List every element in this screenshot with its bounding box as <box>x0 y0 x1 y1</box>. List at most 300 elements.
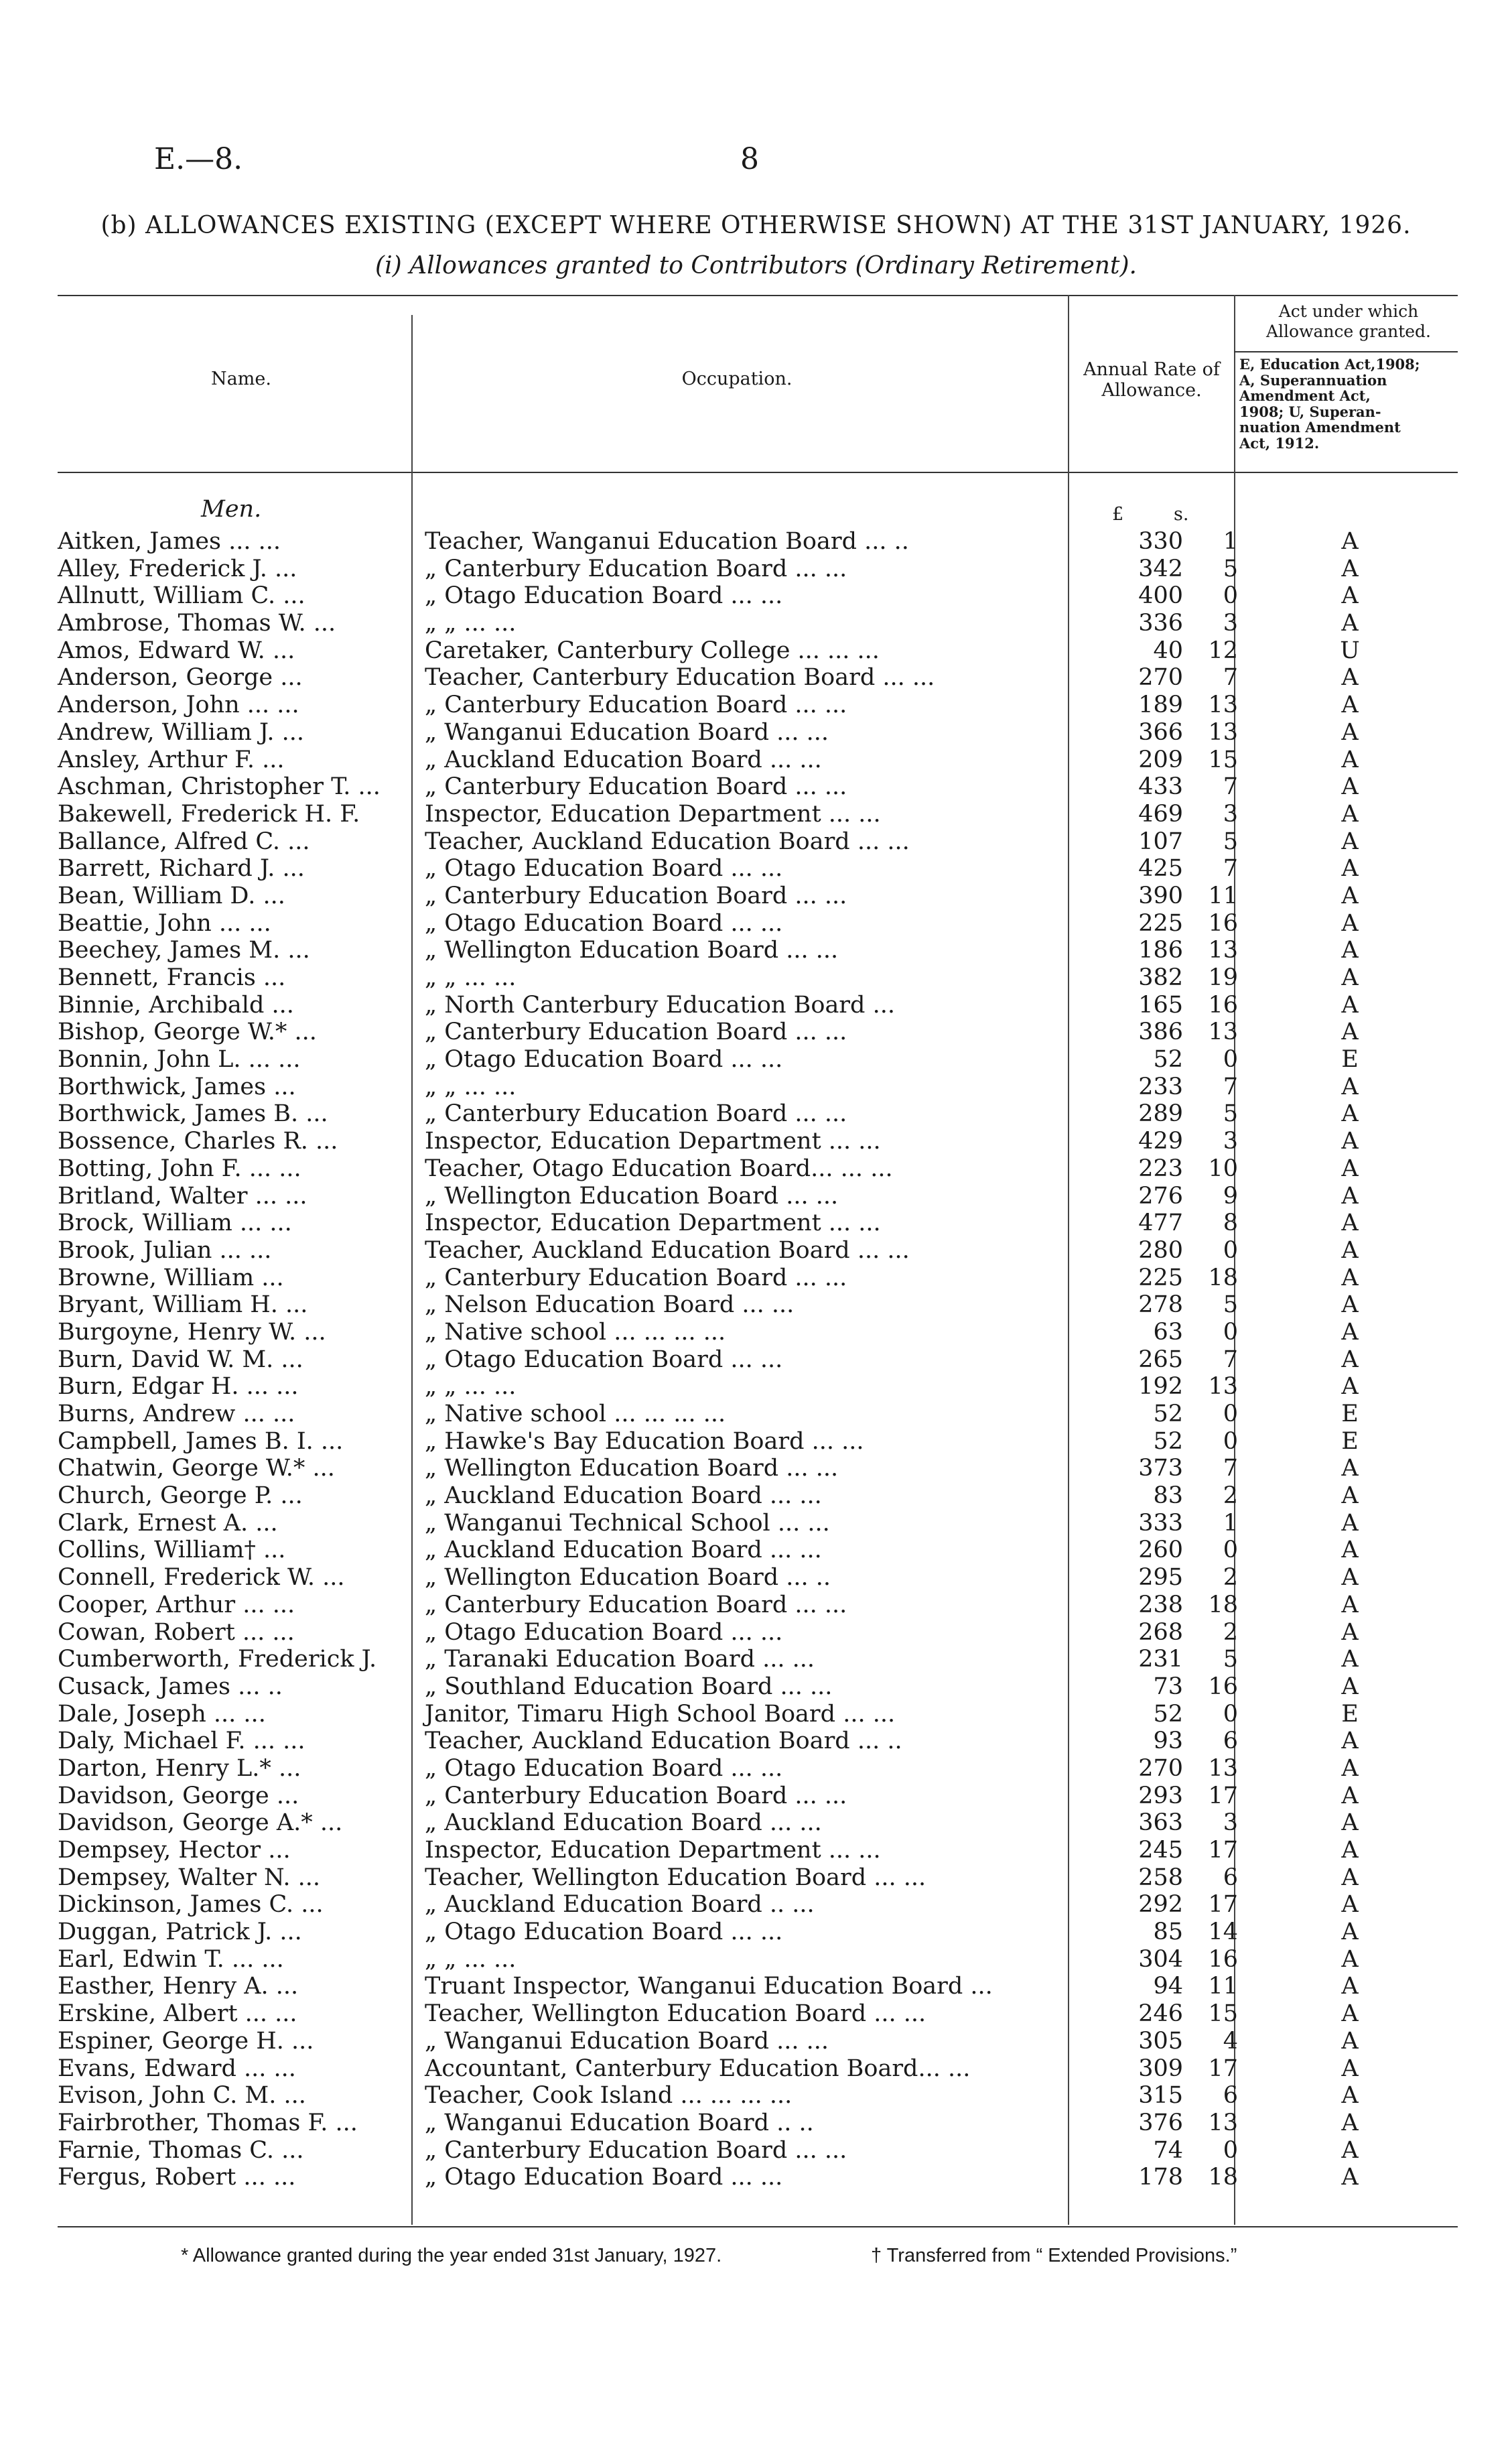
row-occupation: „ Canterbury Education Board ... ... <box>425 1019 847 1046</box>
row-pounds: 342 <box>1138 555 1183 582</box>
row-name: Fergus, Robert ... ... <box>58 2164 296 2191</box>
row-act: A <box>1341 964 1359 991</box>
act-key-1: E, Education Act,1908; <box>1239 356 1420 373</box>
row-pounds: 223 <box>1138 1155 1183 1182</box>
row-act: A <box>1341 1673 1359 1700</box>
allowance-table <box>58 528 1458 2191</box>
table-row <box>58 1755 1458 1783</box>
row-name: Campbell, James B. I. ... <box>58 1427 344 1455</box>
table-row <box>58 582 1458 610</box>
row-occupation: Teacher, Wellington Education Board ... ... <box>425 2000 926 2028</box>
row-name: Bennett, Francis ... <box>58 964 286 991</box>
row-occupation: „ Canterbury Education Board ... ... <box>425 692 847 719</box>
table-row <box>58 1210 1458 1237</box>
row-shillings: 3 <box>1223 610 1238 637</box>
row-act: A <box>1341 1591 1359 1618</box>
table-row <box>58 664 1458 692</box>
row-occupation: Teacher, Auckland Education Board ... .. <box>425 1728 902 1755</box>
row-shillings: 9 <box>1223 1182 1238 1210</box>
row-act: A <box>1341 1128 1359 1155</box>
row-act: A <box>1341 1754 1359 1782</box>
row-occupation: „ Otago Education Board ... ... <box>425 2164 783 2191</box>
row-pounds: 433 <box>1138 773 1183 801</box>
row-pounds: 107 <box>1138 828 1183 855</box>
row-occupation: „ „ ... ... <box>425 610 517 637</box>
row-act: A <box>1341 1564 1359 1592</box>
row-pounds: 52 <box>1153 1700 1183 1728</box>
row-name: Erskine, Albert ... ... <box>58 2000 297 2028</box>
row-occupation: „ „ ... ... <box>425 1373 517 1401</box>
page-number: 8 <box>740 142 759 176</box>
table-row <box>58 1510 1458 1537</box>
table-row <box>58 1728 1458 1755</box>
row-act: A <box>1341 2136 1359 2164</box>
row-name: Borthwick, James B. ... <box>58 1100 328 1128</box>
row-shillings: 1 <box>1223 1509 1238 1537</box>
row-name: Aschman, Christopher T. ... <box>58 773 381 801</box>
row-shillings: 13 <box>1208 2109 1238 2136</box>
row-pounds: 268 <box>1138 1618 1183 1646</box>
row-pounds: 225 <box>1138 909 1183 937</box>
row-occupation: Inspector, Education Department ... ... <box>425 800 881 828</box>
row-name: Cowan, Robert ... ... <box>58 1618 295 1646</box>
row-name: Cooper, Arthur ... ... <box>58 1591 295 1618</box>
act-header-line1: Act under which <box>1278 302 1419 321</box>
table-row <box>58 1482 1458 1510</box>
row-occupation: „ Canterbury Education Board ... ... <box>425 1264 847 1291</box>
header-top-rule <box>58 295 1458 296</box>
row-name: Anderson, George ... <box>58 664 303 692</box>
row-name: Barrett, Richard J. ... <box>58 855 305 883</box>
row-name: Burns, Andrew ... ... <box>58 1401 295 1427</box>
row-pounds: 74 <box>1153 2136 1183 2164</box>
row-name: Dempsey, Walter N. ... <box>58 1864 321 1891</box>
row-pounds: 238 <box>1138 1591 1183 1618</box>
table-row <box>58 1455 1458 1482</box>
row-name: Cumberworth, Frederick J. <box>58 1646 377 1673</box>
table-row <box>58 1809 1458 1837</box>
row-pounds: 231 <box>1138 1646 1183 1673</box>
table-row <box>58 1537 1458 1564</box>
row-act: A <box>1341 828 1359 855</box>
row-pounds: 209 <box>1138 746 1183 773</box>
row-shillings: 12 <box>1208 637 1238 664</box>
row-name: Dempsey, Hector ... <box>58 1837 291 1864</box>
row-occupation: „ Wanganui Technical School ... ... <box>425 1509 830 1537</box>
row-name: Dale, Joseph ... ... <box>58 1700 266 1728</box>
row-act: A <box>1341 1455 1359 1482</box>
row-occupation: „ Canterbury Education Board ... ... <box>425 555 847 582</box>
row-shillings: 10 <box>1208 1155 1238 1182</box>
table-row <box>58 2000 1458 2028</box>
column-header-rate <box>1069 359 1234 401</box>
table-row <box>58 1592 1458 1619</box>
table-row <box>58 719 1458 747</box>
row-pounds: 246 <box>1138 2000 1183 2028</box>
row-shillings: 7 <box>1223 1455 1238 1482</box>
row-pounds: 192 <box>1138 1373 1183 1401</box>
table-row <box>58 773 1458 801</box>
row-occupation: „ Native school ... ... ... ... <box>425 1318 726 1346</box>
row-act: A <box>1341 555 1359 582</box>
row-shillings: 13 <box>1208 1754 1238 1782</box>
row-name: Davidson, George A.* ... <box>58 1809 343 1837</box>
row-shillings: 17 <box>1208 1837 1238 1864</box>
row-act: A <box>1341 1618 1359 1646</box>
row-name: Earl, Edwin T. ... ... <box>58 1945 284 1973</box>
row-act: A <box>1341 991 1359 1019</box>
row-occupation: „ Taranaki Education Board ... ... <box>425 1646 815 1673</box>
table-row <box>58 1373 1458 1401</box>
table-row <box>58 1346 1458 1374</box>
row-occupation: „ Canterbury Education Board ... ... <box>425 2136 847 2164</box>
row-name: Browne, William ... <box>58 1264 284 1291</box>
row-name: Evison, John C. M. ... <box>58 2082 306 2110</box>
row-shillings: 18 <box>1208 1264 1238 1291</box>
row-shillings: 2 <box>1223 1618 1238 1646</box>
row-shillings: 17 <box>1208 1782 1238 1809</box>
row-occupation: „ Wellington Education Board ... .. <box>425 1564 831 1592</box>
row-act: A <box>1341 1646 1359 1673</box>
row-shillings: 4 <box>1223 2027 1238 2055</box>
row-pounds: 85 <box>1153 1919 1183 1946</box>
table-row <box>58 1673 1458 1701</box>
row-pounds: 309 <box>1138 2055 1183 2082</box>
row-act: A <box>1341 2055 1359 2082</box>
row-pounds: 400 <box>1138 582 1183 610</box>
act-key <box>1239 357 1460 451</box>
row-occupation: Janitor, Timaru High School Board ... ... <box>425 1700 896 1728</box>
row-pounds: 477 <box>1138 1210 1183 1237</box>
table-row <box>58 1183 1458 1210</box>
rate-header-line2: Allowance. <box>1101 380 1202 401</box>
table-row <box>58 1946 1458 1973</box>
table-row <box>58 1891 1458 1919</box>
row-occupation: Teacher, Cook Island ... ... ... ... <box>425 2082 793 2110</box>
row-pounds: 233 <box>1138 1073 1183 1100</box>
table-row <box>58 992 1458 1019</box>
row-occupation: Teacher, Auckland Education Board ... ... <box>425 1236 910 1264</box>
row-shillings: 2 <box>1223 1482 1238 1510</box>
table-row <box>58 2055 1458 2083</box>
act-key-5: nuation Amendment <box>1239 419 1401 436</box>
row-act: A <box>1341 718 1359 746</box>
row-name: Dickinson, James C. ... <box>58 1891 324 1919</box>
row-name: Anderson, John ... ... <box>58 692 299 719</box>
row-name: Aitken, James ... ... <box>58 528 281 555</box>
row-shillings: 16 <box>1208 1945 1238 1973</box>
table-row <box>58 1074 1458 1101</box>
table-row <box>58 1100 1458 1128</box>
row-occupation: „ Auckland Education Board ... ... <box>425 1537 822 1564</box>
row-shillings: 13 <box>1208 692 1238 719</box>
row-occupation: „ Otago Education Board ... ... <box>425 1919 783 1946</box>
row-name: Daly, Michael F. ... ... <box>58 1728 305 1755</box>
row-shillings: 16 <box>1208 991 1238 1019</box>
act-header-line2: Allowance granted. <box>1266 322 1431 341</box>
row-occupation: Teacher, Otago Education Board... ... ... <box>425 1155 893 1182</box>
row-pounds: 278 <box>1138 1291 1183 1319</box>
row-shillings: 8 <box>1223 1210 1238 1237</box>
row-occupation: „ Otago Education Board ... ... <box>425 1046 783 1074</box>
column-header-name: Name. <box>211 369 271 389</box>
table-row <box>58 1128 1458 1155</box>
row-name: Binnie, Archibald ... <box>58 991 294 1019</box>
table-row <box>58 1837 1458 1864</box>
table-row <box>58 1155 1458 1183</box>
row-shillings: 7 <box>1223 773 1238 801</box>
row-pounds: 333 <box>1138 1509 1183 1537</box>
row-act: A <box>1341 1264 1359 1291</box>
table-row <box>58 637 1458 665</box>
row-name: Burn, Edgar H. ... ... <box>58 1373 299 1401</box>
row-pounds: 63 <box>1153 1318 1183 1346</box>
row-occupation: „ „ ... ... <box>425 1073 517 1100</box>
row-occupation: „ Otago Education Board ... ... <box>425 582 783 610</box>
row-name: Fairbrother, Thomas F. ... <box>58 2109 358 2136</box>
row-pounds: 280 <box>1138 1236 1183 1264</box>
row-shillings: 0 <box>1223 2136 1238 2164</box>
row-occupation: Accountant, Canterbury Education Board... ... <box>425 2055 971 2082</box>
table-row <box>58 1864 1458 1892</box>
row-act: U <box>1340 637 1360 664</box>
row-occupation: Inspector, Education Department ... ... <box>425 1837 881 1864</box>
row-name: Ambrose, Thomas W. ... <box>58 610 336 637</box>
row-occupation: Teacher, Auckland Education Board ... ... <box>425 828 910 855</box>
row-shillings: 3 <box>1223 800 1238 828</box>
row-shillings: 7 <box>1223 664 1238 692</box>
row-name: Borthwick, James ... <box>58 1073 296 1100</box>
row-pounds: 276 <box>1138 1182 1183 1210</box>
row-shillings: 1 <box>1223 528 1238 555</box>
table-row <box>58 1046 1458 1074</box>
row-occupation: „ Nelson Education Board ... ... <box>425 1291 795 1319</box>
row-shillings: 13 <box>1208 1373 1238 1401</box>
table-row <box>58 1783 1458 1810</box>
row-shillings: 3 <box>1223 1128 1238 1155</box>
row-occupation: „ Canterbury Education Board ... ... <box>425 1782 847 1809</box>
row-name: Clark, Ernest A. ... <box>58 1509 278 1537</box>
row-occupation: Inspector, Education Department ... ... <box>425 1128 881 1155</box>
row-shillings: 16 <box>1208 1673 1238 1700</box>
row-pounds: 270 <box>1138 1754 1183 1782</box>
row-shillings: 7 <box>1223 1346 1238 1373</box>
row-occupation: „ Auckland Education Board ... ... <box>425 1482 822 1510</box>
row-act: A <box>1341 1782 1359 1809</box>
row-shillings: 6 <box>1223 1728 1238 1755</box>
table-row <box>58 1701 1458 1728</box>
row-occupation: Teacher, Wanganui Education Board ... .. <box>425 528 909 555</box>
row-shillings: 0 <box>1223 582 1238 610</box>
row-occupation: „ Otago Education Board ... ... <box>425 1346 783 1373</box>
footnote-dagger: † Transferred from “ Extended Provisions.” <box>871 2245 1237 2266</box>
table-row <box>58 2028 1458 2055</box>
row-name: Bishop, George W.* ... <box>58 1019 317 1046</box>
row-name: Burn, David W. M. ... <box>58 1346 303 1373</box>
row-act: E <box>1341 1427 1359 1455</box>
table-row <box>58 2137 1458 2164</box>
row-occupation: „ North Canterbury Education Board ... <box>425 991 895 1019</box>
row-pounds: 305 <box>1138 2027 1183 2055</box>
row-shillings: 11 <box>1208 882 1238 909</box>
row-act: A <box>1341 1210 1359 1237</box>
row-pounds: 189 <box>1138 692 1183 719</box>
row-act: A <box>1341 1809 1359 1837</box>
row-pounds: 245 <box>1138 1837 1183 1864</box>
row-shillings: 13 <box>1208 937 1238 964</box>
column-header-act <box>1238 302 1459 342</box>
table-row <box>58 1291 1458 1319</box>
row-pounds: 178 <box>1138 2164 1183 2191</box>
table-title: (b) ALLOWANCES EXISTING (EXCEPT WHERE OTHERWISE SHOWN) AT THE 31ST JANUARY, 1926. <box>100 212 1412 239</box>
row-shillings: 19 <box>1208 964 1238 991</box>
row-act: A <box>1341 1073 1359 1100</box>
row-pounds: 94 <box>1153 1973 1183 2000</box>
table-row <box>58 556 1458 583</box>
row-act: A <box>1341 1919 1359 1946</box>
row-shillings: 17 <box>1208 2055 1238 2082</box>
row-occupation: Truant Inspector, Wanganui Education Board ... <box>425 1973 993 2000</box>
row-pounds: 336 <box>1138 610 1183 637</box>
row-occupation: „ Wellington Education Board ... ... <box>425 1455 839 1482</box>
header-bottom-rule <box>58 472 1458 473</box>
row-name: Bossence, Charles R. ... <box>58 1128 338 1155</box>
row-name: Ansley, Arthur F. ... <box>58 746 285 773</box>
table-row <box>58 2082 1458 2110</box>
row-act: A <box>1341 664 1359 692</box>
row-pounds: 52 <box>1153 1427 1183 1455</box>
table-row <box>58 910 1458 937</box>
table-row <box>58 1319 1458 1346</box>
row-act: E <box>1341 1700 1359 1728</box>
row-shillings: 0 <box>1223 1700 1238 1728</box>
row-name: Alley, Frederick J. ... <box>58 555 297 582</box>
row-shillings: 5 <box>1223 1291 1238 1319</box>
rate-header-line1: Annual Rate of <box>1083 359 1220 380</box>
row-act: A <box>1341 882 1359 909</box>
row-act: A <box>1341 1236 1359 1264</box>
row-act: A <box>1341 1291 1359 1319</box>
row-occupation: „ Canterbury Education Board ... ... <box>425 1100 847 1128</box>
row-shillings: 0 <box>1223 1236 1238 1264</box>
row-pounds: 258 <box>1138 1864 1183 1891</box>
row-act: A <box>1341 1973 1359 2000</box>
table-row <box>58 1646 1458 1673</box>
row-shillings: 6 <box>1223 2082 1238 2110</box>
row-occupation: „ Auckland Education Board ... ... <box>425 1809 822 1837</box>
row-pounds: 373 <box>1138 1455 1183 1482</box>
row-act: A <box>1341 1318 1359 1346</box>
row-shillings: 6 <box>1223 1864 1238 1891</box>
row-occupation: „ Otago Education Board ... ... <box>425 909 783 937</box>
footer-rule <box>58 2226 1458 2227</box>
row-name: Allnutt, William C. ... <box>58 582 305 610</box>
row-name: Botting, John F. ... ... <box>58 1155 301 1182</box>
row-name: Burgoyne, Henry W. ... <box>58 1318 326 1346</box>
row-act: A <box>1341 2000 1359 2028</box>
row-pounds: 165 <box>1138 991 1183 1019</box>
row-occupation: „ Canterbury Education Board ... ... <box>425 882 847 909</box>
row-name: Farnie, Thomas C. ... <box>58 2136 304 2164</box>
row-shillings: 18 <box>1208 2164 1238 2191</box>
row-pounds: 289 <box>1138 1100 1183 1128</box>
row-pounds: 390 <box>1138 882 1183 909</box>
row-occupation: „ Wellington Education Board ... ... <box>425 1182 839 1210</box>
row-occupation: „ Canterbury Education Board ... ... <box>425 1591 847 1618</box>
row-pounds: 186 <box>1138 937 1183 964</box>
row-pounds: 73 <box>1153 1673 1183 1700</box>
row-pounds: 265 <box>1138 1346 1183 1373</box>
row-occupation: „ Wanganui Education Board .. .. <box>425 2109 814 2136</box>
row-act: A <box>1341 1100 1359 1128</box>
row-name: Davidson, George ... <box>58 1782 299 1809</box>
row-shillings: 0 <box>1223 1046 1238 1074</box>
row-name: Darton, Henry L.* ... <box>58 1754 301 1782</box>
row-pounds: 469 <box>1138 800 1183 828</box>
row-shillings: 7 <box>1223 1073 1238 1100</box>
row-act: A <box>1341 2109 1359 2136</box>
row-act: A <box>1341 582 1359 610</box>
row-pounds: 376 <box>1138 2109 1183 2136</box>
row-act: A <box>1341 855 1359 883</box>
row-pounds: 225 <box>1138 1264 1183 1291</box>
unit-pounds: £ <box>1112 504 1124 525</box>
act-key-4: 1908; U, Superan- <box>1239 403 1381 420</box>
row-act: E <box>1341 1046 1359 1074</box>
row-act: A <box>1341 1509 1359 1537</box>
row-occupation: „ Otago Education Board ... ... <box>425 1754 783 1782</box>
row-act: A <box>1341 2027 1359 2055</box>
row-pounds: 315 <box>1138 2082 1183 2110</box>
row-name: Connell, Frederick W. ... <box>58 1564 345 1592</box>
row-name: Collins, William† ... <box>58 1537 286 1564</box>
row-occupation: „ Wanganui Education Board ... ... <box>425 718 829 746</box>
footnote-star: * Allowance granted during the year ended 31st January, 1927. <box>181 2245 722 2266</box>
row-act: A <box>1341 2082 1359 2110</box>
row-name: Brook, Julian ... ... <box>58 1236 272 1264</box>
table-row <box>58 747 1458 774</box>
row-name: Beechey, James M. ... <box>58 937 310 964</box>
row-act: A <box>1341 692 1359 719</box>
row-pounds: 425 <box>1138 855 1183 883</box>
row-shillings: 5 <box>1223 555 1238 582</box>
row-pounds: 260 <box>1138 1537 1183 1564</box>
table-row <box>58 1401 1458 1428</box>
row-pounds: 52 <box>1153 1046 1183 1074</box>
row-occupation: „ Native school ... ... ... ... <box>425 1401 726 1427</box>
row-pounds: 40 <box>1153 637 1183 664</box>
row-act: A <box>1341 1155 1359 1182</box>
row-occupation: „ Auckland Education Board ... ... <box>425 746 822 773</box>
row-occupation: „ Southland Education Board ... ... <box>425 1673 833 1700</box>
row-pounds: 386 <box>1138 1019 1183 1046</box>
row-pounds: 429 <box>1138 1128 1183 1155</box>
row-act: A <box>1341 1482 1359 1510</box>
table-row <box>58 1919 1458 1946</box>
row-act: A <box>1341 1837 1359 1864</box>
act-key-2: A, Superannuation <box>1239 371 1387 389</box>
row-name: Brock, William ... ... <box>58 1210 292 1237</box>
row-shillings: 15 <box>1208 746 1238 773</box>
row-name: Easther, Henry A. ... <box>58 1973 299 2000</box>
table-row <box>58 1619 1458 1646</box>
row-act: A <box>1341 1864 1359 1891</box>
row-name: Bonnin, John L. ... ... <box>58 1046 301 1074</box>
row-name: Espiner, George H. ... <box>58 2027 314 2055</box>
row-act: A <box>1341 1373 1359 1401</box>
table-row <box>58 528 1458 556</box>
row-pounds: 270 <box>1138 664 1183 692</box>
